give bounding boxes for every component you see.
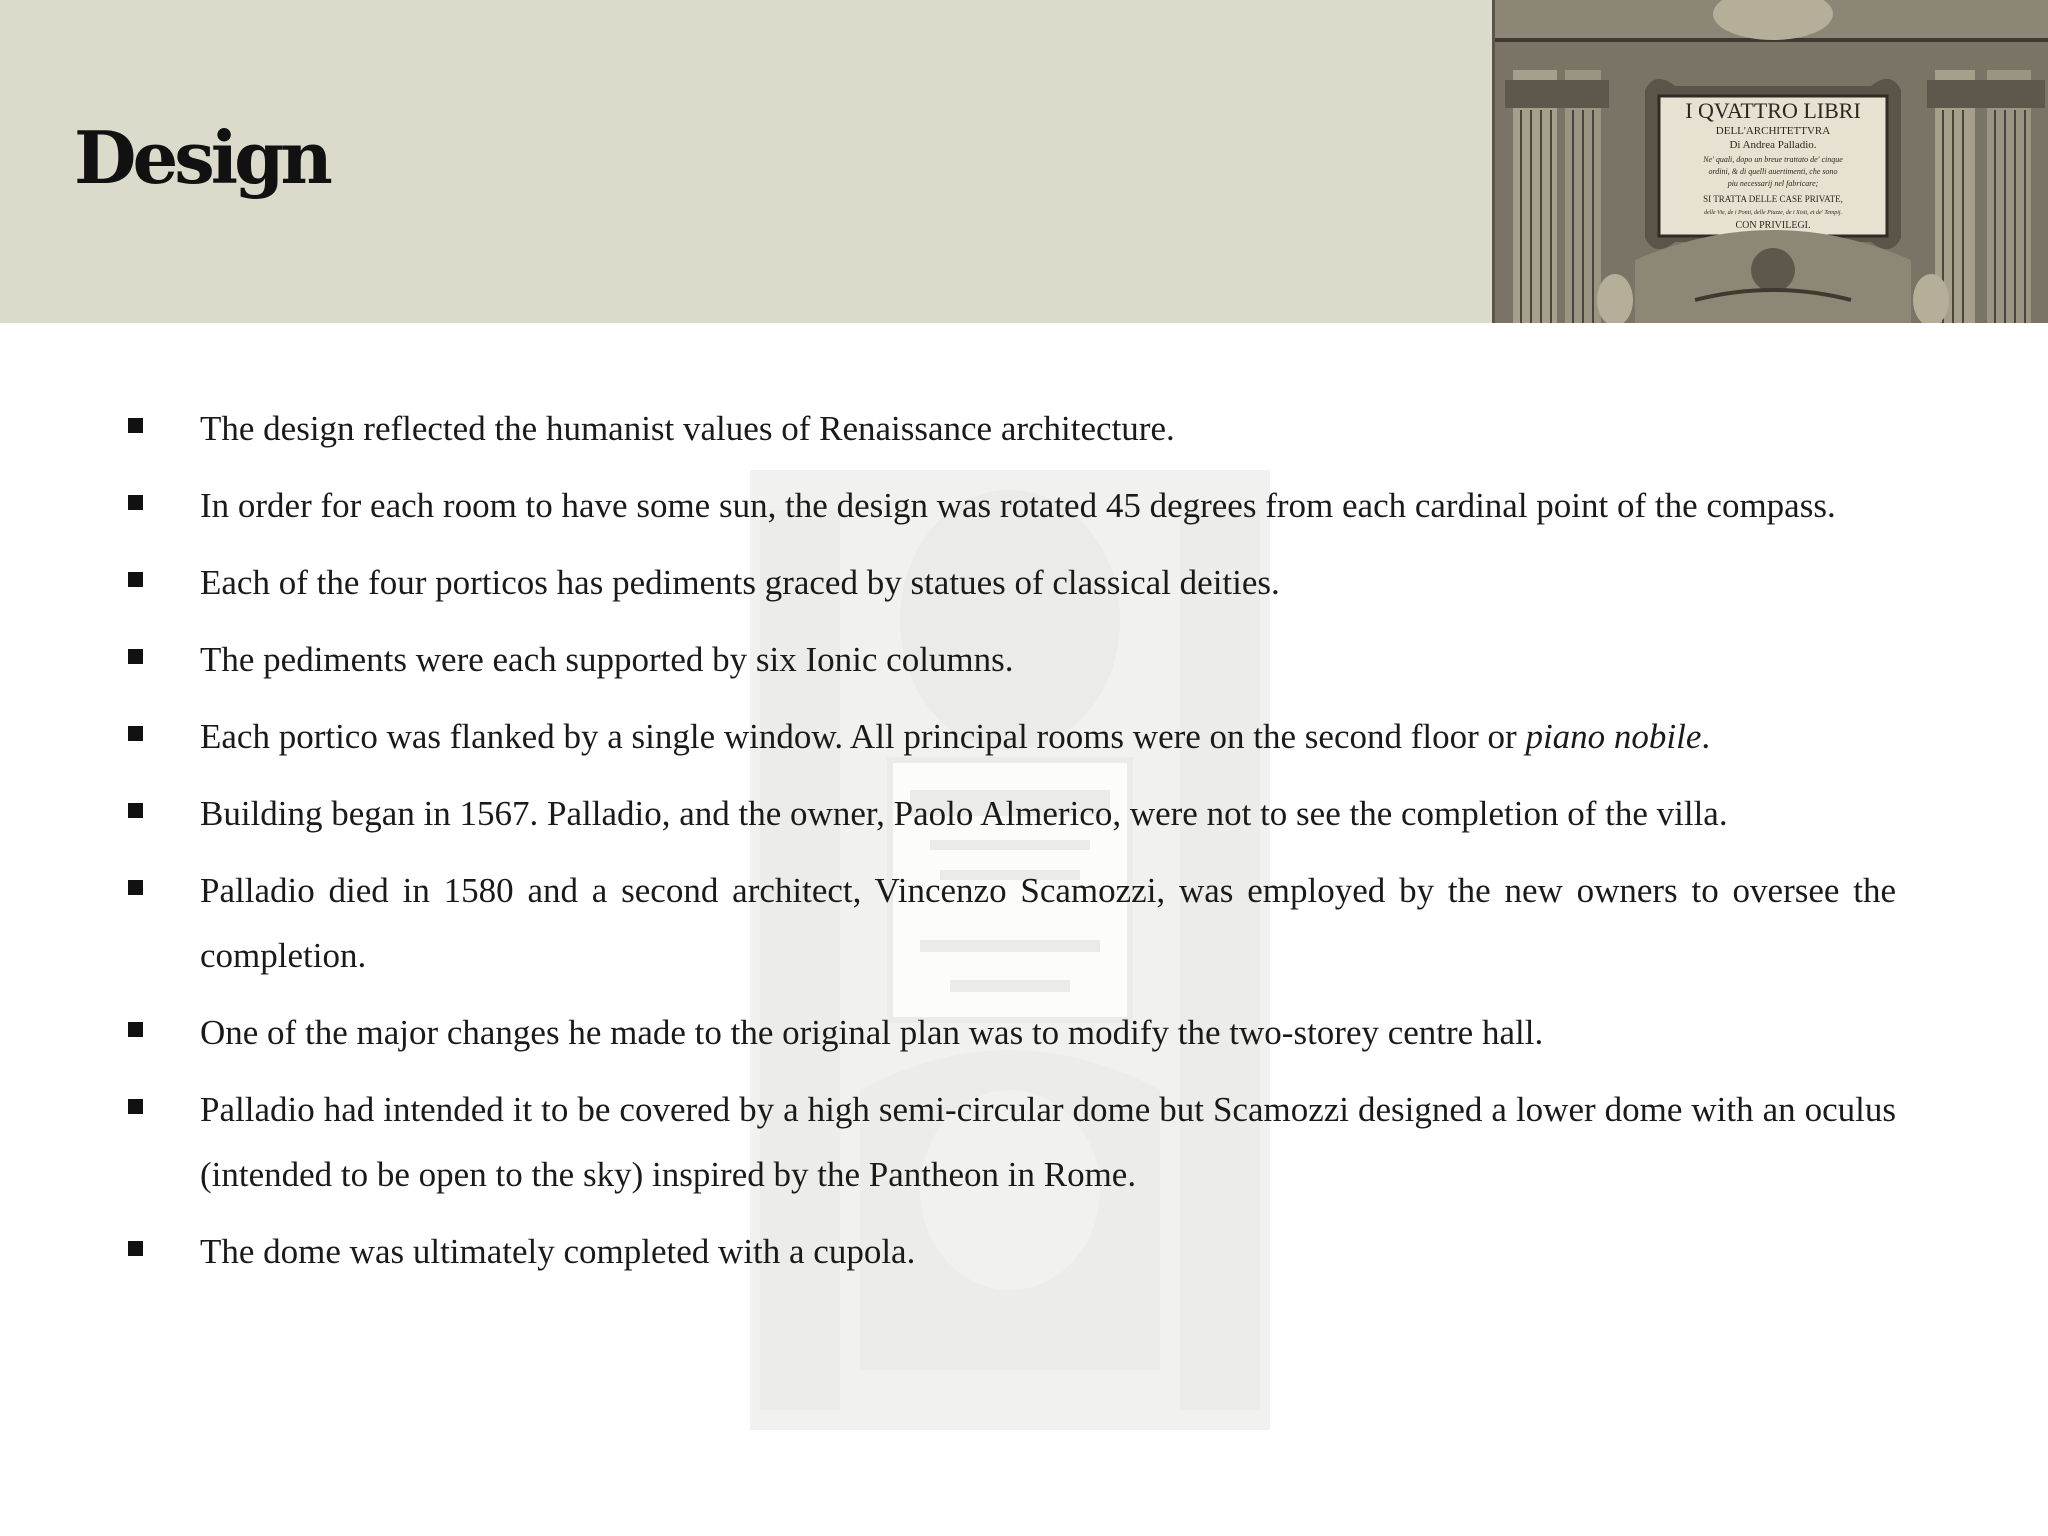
black-square-bullet-icon <box>128 1022 143 1037</box>
bullet-text-main: Each portico was flanked by a single window. All principal rooms were on the second floor or <box>200 717 1526 756</box>
bullet-item <box>120 1077 1896 1207</box>
engraving-line-6: piu necessarij nel fabricare; <box>1727 179 1819 188</box>
bullet-text-after: . <box>1701 717 1711 756</box>
bullet-text <box>200 717 1710 756</box>
engraving-line-7: SI TRATTA DELLE CASE PRIVATE, <box>1703 194 1843 204</box>
engraving-line-3: Di Andrea Palladio. <box>1729 139 1817 151</box>
bullet-text-italic: piano nobile <box>1525 717 1702 756</box>
bullet-text: One of the major changes he made to the original plan was to modify the two-storey centre hall. <box>200 1013 1544 1052</box>
engraving-line-2: DELL'ARCHITETTVRA <box>1715 125 1831 137</box>
bullet-text: The pediments were each supported by six Ionic columns. <box>200 640 1014 679</box>
bullet-item <box>120 473 1896 538</box>
black-square-bullet-icon <box>128 572 143 587</box>
black-square-bullet-icon <box>128 418 143 433</box>
engraving-line-4: Ne' quali, dopo un breue trattato de' cinque <box>1703 155 1843 164</box>
bullet-item <box>120 396 1896 461</box>
bullet-item <box>120 858 1896 988</box>
black-square-bullet-icon <box>128 1099 143 1114</box>
bullet-item <box>120 550 1896 615</box>
engraving-line-8: delle Vie, de i Ponti, delle Piazze, de i Xisti, et de' Tempij. <box>1703 210 1843 216</box>
slide-title: Design <box>74 115 329 200</box>
black-square-bullet-icon <box>128 495 143 510</box>
bullet-text: Palladio died in 1580 and a second architect, Vincenzo Scamozzi, was employed by the new owners to oversee the completion. <box>200 871 1896 975</box>
black-square-bullet-icon <box>128 880 143 895</box>
bullet-text: Building began in 1567. Palladio, and the owner, Paolo Almerico, were not to see the completion of the villa. <box>200 794 1728 833</box>
bullet-text: The design reflected the humanist values of Renaissance architecture. <box>200 409 1175 448</box>
bullet-item <box>120 704 1896 769</box>
bullet-item <box>120 1219 1896 1284</box>
engraving-line-1: I QVATTRO LIBRI <box>1685 98 1861 123</box>
engraving-line-5: ordini, & di quelli auertimenti, che sono <box>1708 167 1838 176</box>
black-square-bullet-icon <box>128 726 143 741</box>
bullet-list <box>120 396 1896 1296</box>
bullet-text: Palladio had intended it to be covered by a high semi-circular dome but Scamozzi designed a lower dome with an oculus (intended to be open to the sky) inspired by the Pantheon in Rome. <box>200 1090 1896 1194</box>
engraving-line-9: CON PRIVILEGI. <box>1735 220 1811 231</box>
bullet-item <box>120 1000 1896 1065</box>
black-square-bullet-icon <box>128 1241 143 1256</box>
bullet-item <box>120 627 1896 692</box>
black-square-bullet-icon <box>128 803 143 818</box>
frontispiece-engraving-graphic <box>1495 0 2048 323</box>
black-square-bullet-icon <box>128 649 143 664</box>
title-band <box>0 0 1492 323</box>
bullet-text: Each of the four porticos has pediments graced by statues of classical deities. <box>200 563 1280 602</box>
engraving-image <box>1492 0 2048 323</box>
bullet-item <box>120 781 1896 846</box>
bullet-text: In order for each room to have some sun, the design was rotated 45 degrees from each cardinal point of the compass. <box>200 486 1836 525</box>
bullet-text: The dome was ultimately completed with a cupola. <box>200 1232 916 1271</box>
